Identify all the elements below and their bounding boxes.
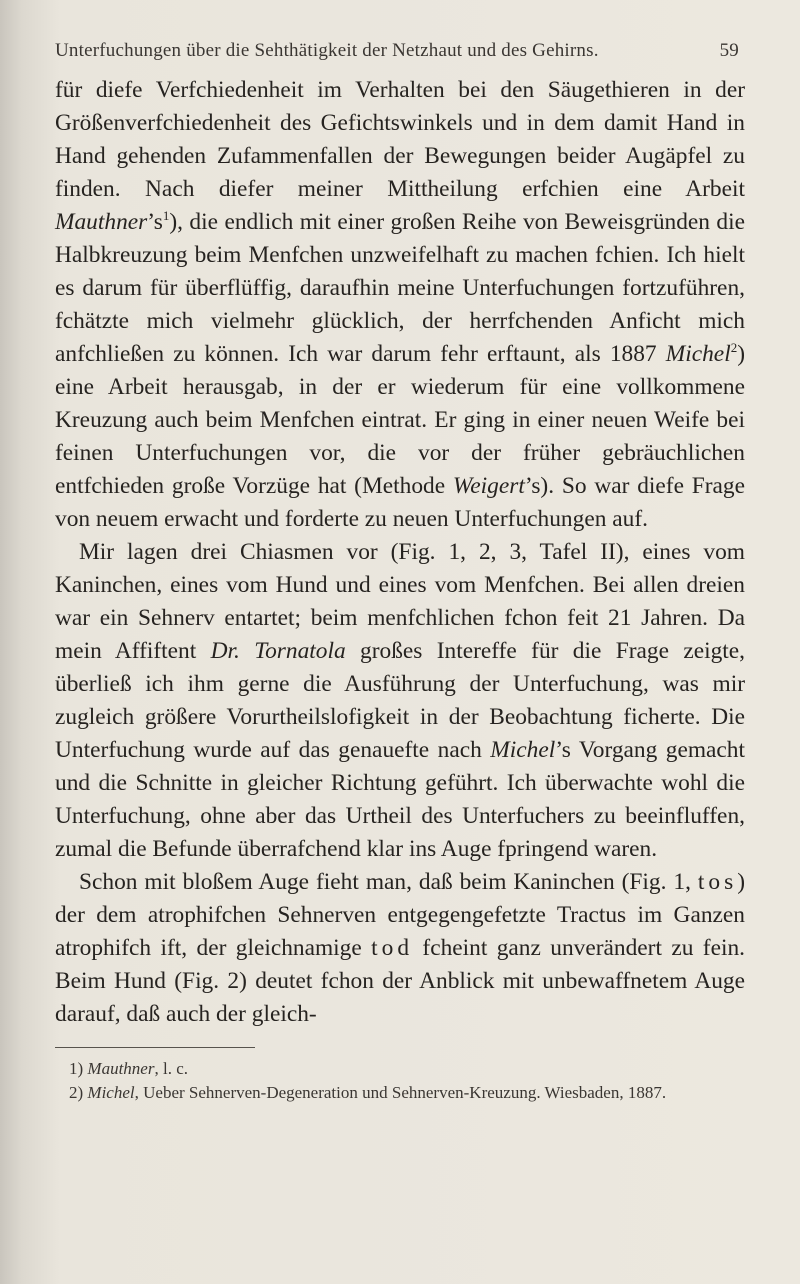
- text-run: ) eine Arbeit herausgab, in der er wiederum für eine vollkommene Kreuzung auch beim Menfchen eintrat. Er ging in einer neuen Weife bei feinen Unterfuchungen vor, die vor der früher gebräuchlichen entfchieden große Vorzüge hat (Methode: [55, 341, 745, 499]
- paragraph-3: [55, 866, 745, 1031]
- text-run: ’s: [147, 209, 163, 235]
- paragraph-2: [55, 536, 745, 866]
- footnote-text: , Ueber Sehnerven-Degeneration und Sehnerven-Kreuzung. Wiesbaden, 1887.: [134, 1083, 667, 1102]
- author-name-michel: Michel: [665, 341, 731, 367]
- text-run: ) der dem atrophifchen Sehnerven entgegengefetzte Tractus im Ganzen atrophifch ift, der gleichnamige: [55, 869, 745, 961]
- footnote-marker: 2): [69, 1083, 84, 1102]
- text-run: großes Intereffe für die Frage zeigte, überließ ich ihm gerne die Ausführung der Unterfuchung, was mir zugleich größere Vorurtheilslofigkeit in der Beobachtung ficherte. Die Unterfuchung wurde auf das genauefte nach: [55, 638, 745, 763]
- footnote-divider: [55, 1047, 255, 1048]
- text-run: ’s Vorgang gemacht und die Schnitte in gleicher Richtung geführt. Ich überwachte wohl die Unterfuchung, ohne aber das Urtheil des Unterfuchers zu beeinfluffen, zumal die Befunde überrafchend klar ins Auge fpringend waren.: [55, 737, 746, 862]
- author-name-michel: Michel: [490, 737, 556, 763]
- footnote-ref-1: 1: [162, 208, 170, 223]
- footnotes: [55, 1057, 745, 1105]
- footnote-author: Mauthner: [87, 1059, 155, 1078]
- running-head-title: Unterfuchungen über die Sehthätigkeit der Netzhaut und des Gehirns.: [55, 40, 599, 61]
- paragraph-1: [55, 74, 745, 536]
- text-run: ), die endlich mit einer großen Reihe von Beweisgründen die Halbkreuzung beim Menfchen unzweifelhaft zu machen fchien. Ich hielt es darum für überflüffig, daraufhin meine Unterfuchungen fortzuführen, fchätzte mich vielmehr glücklich, der herrfchenden Anficht mich anfchließen zu können. Ich war darum fehr erftaunt, als 1887: [55, 209, 745, 367]
- text-run: Schon mit bloßem Auge fieht man, daß beim Kaninchen (Fig. 1,: [79, 869, 698, 895]
- text-run: ’s). So war diefe Frage von neuem erwacht und forderte zu neuen Unterfuchungen auf.: [55, 473, 745, 532]
- author-name-weigert: Weigert: [452, 473, 525, 499]
- footnote-ref-2: 2: [730, 340, 738, 355]
- author-name-tornatola: Dr. Tornatola: [210, 638, 346, 664]
- figure-label-tod: tod: [371, 935, 414, 961]
- footnote-text: , l. c.: [154, 1059, 188, 1078]
- footnote-marker: 1): [69, 1059, 84, 1078]
- footnote-2: [55, 1081, 745, 1105]
- footnote-1: [55, 1057, 745, 1081]
- page-content: [55, 40, 745, 1105]
- author-name-mauthner: Mauthner: [55, 209, 148, 235]
- running-head: [55, 40, 745, 62]
- page-number: 59: [719, 40, 739, 61]
- text-run: fcheint ganz unverändert zu fein. Beim Hund (Fig. 2) deutet fchon der Anblick mit unbewaffnetem Auge darauf, daß auch der gleich-: [55, 935, 746, 1027]
- text-run: für diefe Verfchiedenheit im Verhalten bei den Säugethieren in der Größenverfchiedenheit des Gefichtswinkels und in dem damit Hand in Hand gehenden Zufammenfallen der Bewegungen beider Augäpfel zu finden. Nach diefer meiner Mittheilung erfchien eine Arbeit: [55, 77, 745, 202]
- footnote-author: Michel: [87, 1083, 135, 1102]
- figure-label-tos: tos: [697, 869, 738, 895]
- text-run: Mir lagen drei Chiasmen vor (Fig. 1, 2, 3, Tafel II), eines vom Kaninchen, eines vom Hund und eines vom Menfchen. Bei allen dreien war ein Sehnerv entartet; beim menfchlichen fchon feit 21 Jahren. Da mein Affiftent: [55, 539, 745, 664]
- body-text: [55, 74, 745, 1031]
